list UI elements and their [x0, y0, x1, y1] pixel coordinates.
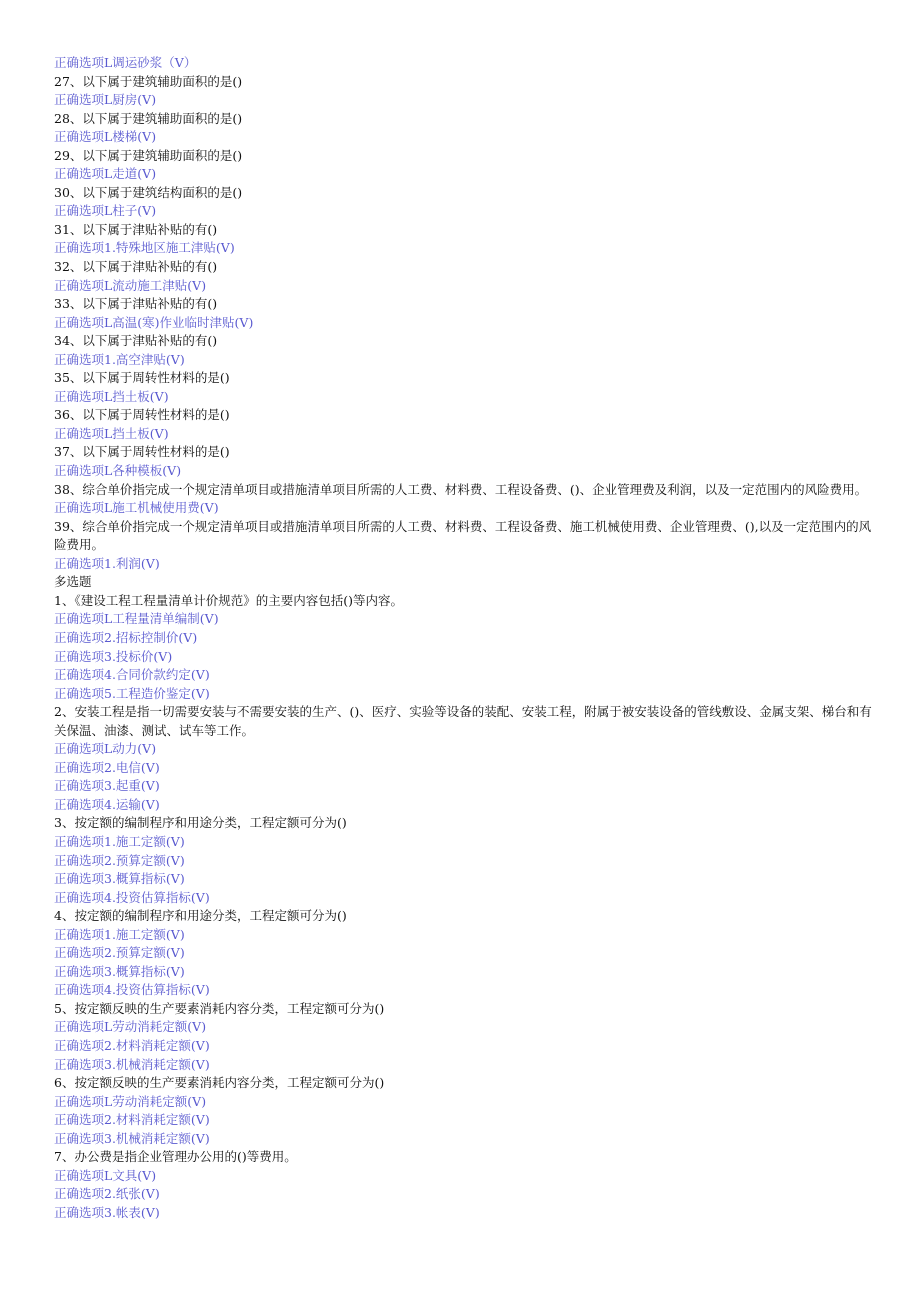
answer-line: 正确选项1.施工定额(V): [54, 926, 185, 942]
question-line: 3、按定额的编制程序和用途分类，工程定额可分为(): [54, 815, 347, 831]
question-line: 28、以下属于建筑辅助面积的是(): [54, 110, 243, 126]
question-line: 4、按定额的编制程序和用途分类，工程定额可分为(): [54, 908, 347, 924]
answer-line: 正确选项L工程量清单编制(V): [54, 611, 219, 627]
answer-line: 正确选项L动力(V): [54, 741, 157, 757]
question-line: 38、综合单价指完成一个规定清单项目或措施清单项目所需的人工费、材料费、工程设备费、()、企业管理费及利润，以及一定范围内的风险费用。: [54, 481, 868, 497]
question-line: 7、办公费是指企业管理办公用的()等费用。: [54, 1149, 297, 1165]
answer-line: 正确选项L高温(寒)作业临时津贴(V): [54, 314, 254, 330]
answer-line: 正确选项1.利润(V): [54, 555, 160, 571]
answer-line: 正确选项4.投资估算指标(V): [54, 982, 210, 998]
answer-line: 正确选项L挡土板(V): [54, 425, 169, 441]
answer-line: 正确选项3.机械消耗定额(V): [54, 1130, 210, 1146]
answer-line: 正确选项L流动施工津贴(V): [54, 277, 207, 293]
question-line: 36、以下属于周转性材料的是(): [54, 407, 230, 423]
answer-line: 正确选项L各种模板(V): [54, 463, 182, 479]
answer-line: 正确选项L调运砂浆（V）: [54, 55, 197, 70]
question-line: 35、以下属于周转性材料的是(): [54, 370, 230, 386]
answer-line: 正确选项L劳动消耗定额(V): [54, 1093, 207, 1109]
answer-line: 正确选项L楼梯(V): [54, 129, 157, 145]
question-line: 29、以下属于建筑辅助面积的是(): [54, 147, 243, 163]
answer-line: 正确选项L走道(V): [54, 166, 157, 182]
section-heading: 多选题: [54, 574, 92, 590]
answer-line: 正确选项3.概算指标(V): [54, 871, 185, 887]
answer-line: 正确选项L施工机械使用费(V): [54, 500, 219, 516]
question-line: 30、以下属于建筑结构面积的是(): [54, 184, 243, 200]
answer-line: 正确选项3.帐表(V): [54, 1204, 160, 1220]
question-line: 5、按定额反映的生产要素消耗内容分类，工程定额可分为(): [54, 1000, 385, 1016]
question-line: 37、以下属于周转性材料的是(): [54, 444, 230, 460]
question-line: 33、以下属于津贴补贴的有(): [54, 296, 218, 312]
answer-line: 正确选项L厨房(V): [54, 92, 157, 108]
answer-line: 正确选项L柱子(V): [54, 203, 157, 219]
question-line: 27、以下属于建筑辅助面积的是(): [54, 73, 243, 89]
answer-line: 正确选项2.材料消耗定额(V): [54, 1037, 210, 1053]
document-page: [54, 54, 874, 1222]
answer-line: 正确选项1.施工定额(V): [54, 833, 185, 849]
answer-line: 正确选项4.投资估算指标(V): [54, 889, 210, 905]
answer-line: 正确选项2.预算定额(V): [54, 852, 185, 868]
answer-line: 正确选项2.电信(V): [54, 759, 160, 775]
answer-line: 正确选项2.材料消耗定额(V): [54, 1112, 210, 1128]
answer-line: 正确选项1.特殊地区施工津贴(V): [54, 240, 235, 256]
answer-line: 正确选项3.起重(V): [54, 778, 160, 794]
question-line: 2、安装工程是指一切需要安装与不需要安装的生产、()、医疗、实验等设备的装配、安装工程，附属于被安装设备的管线敷设、金属支架、梯台和有关保温、油漆、测试、试车等工作。: [54, 704, 872, 738]
answer-line: 正确选项L文具(V): [54, 1167, 157, 1183]
answer-line: 正确选项2.纸张(V): [54, 1186, 160, 1202]
question-line: 34、以下属于津贴补贴的有(): [54, 333, 218, 349]
answer-line: 正确选项1.高空津贴(V): [54, 351, 185, 367]
answer-line: 正确选项L劳动消耗定额(V): [54, 1019, 207, 1035]
answer-line: 正确选项4.合同价款约定(V): [54, 667, 210, 683]
question-line: 6、按定额反映的生产要素消耗内容分类，工程定额可分为(): [54, 1075, 385, 1091]
answer-line: 正确选项3.概算指标(V): [54, 963, 185, 979]
question-line: 39、综合单价指完成一个规定清单项目或措施清单项目所需的人工费、材料费、工程设备费、施工机械使用费、企业管理费、(),以及一定范围内的风险费用。: [54, 518, 872, 553]
answer-line: 正确选项2.预算定额(V): [54, 945, 185, 961]
answer-line: 正确选项3.投标价(V): [54, 648, 173, 664]
answer-line: 正确选项5.工程造价鉴定(V): [54, 685, 210, 701]
question-line: 31、以下属于津贴补贴的有(): [54, 221, 218, 237]
question-line: 32、以下属于津贴补贴的有(): [54, 259, 218, 275]
answer-line: 正确选项2.招标控制价(V): [54, 629, 198, 645]
answer-line: 正确选项L挡土板(V): [54, 388, 169, 404]
answer-line: 正确选项3.机械消耗定额(V): [54, 1056, 210, 1072]
question-line: 1、《建设工程工程量清单计价规范》的主要内容包括()等内容。: [54, 592, 403, 608]
answer-line: 正确选项4.运输(V): [54, 796, 160, 812]
